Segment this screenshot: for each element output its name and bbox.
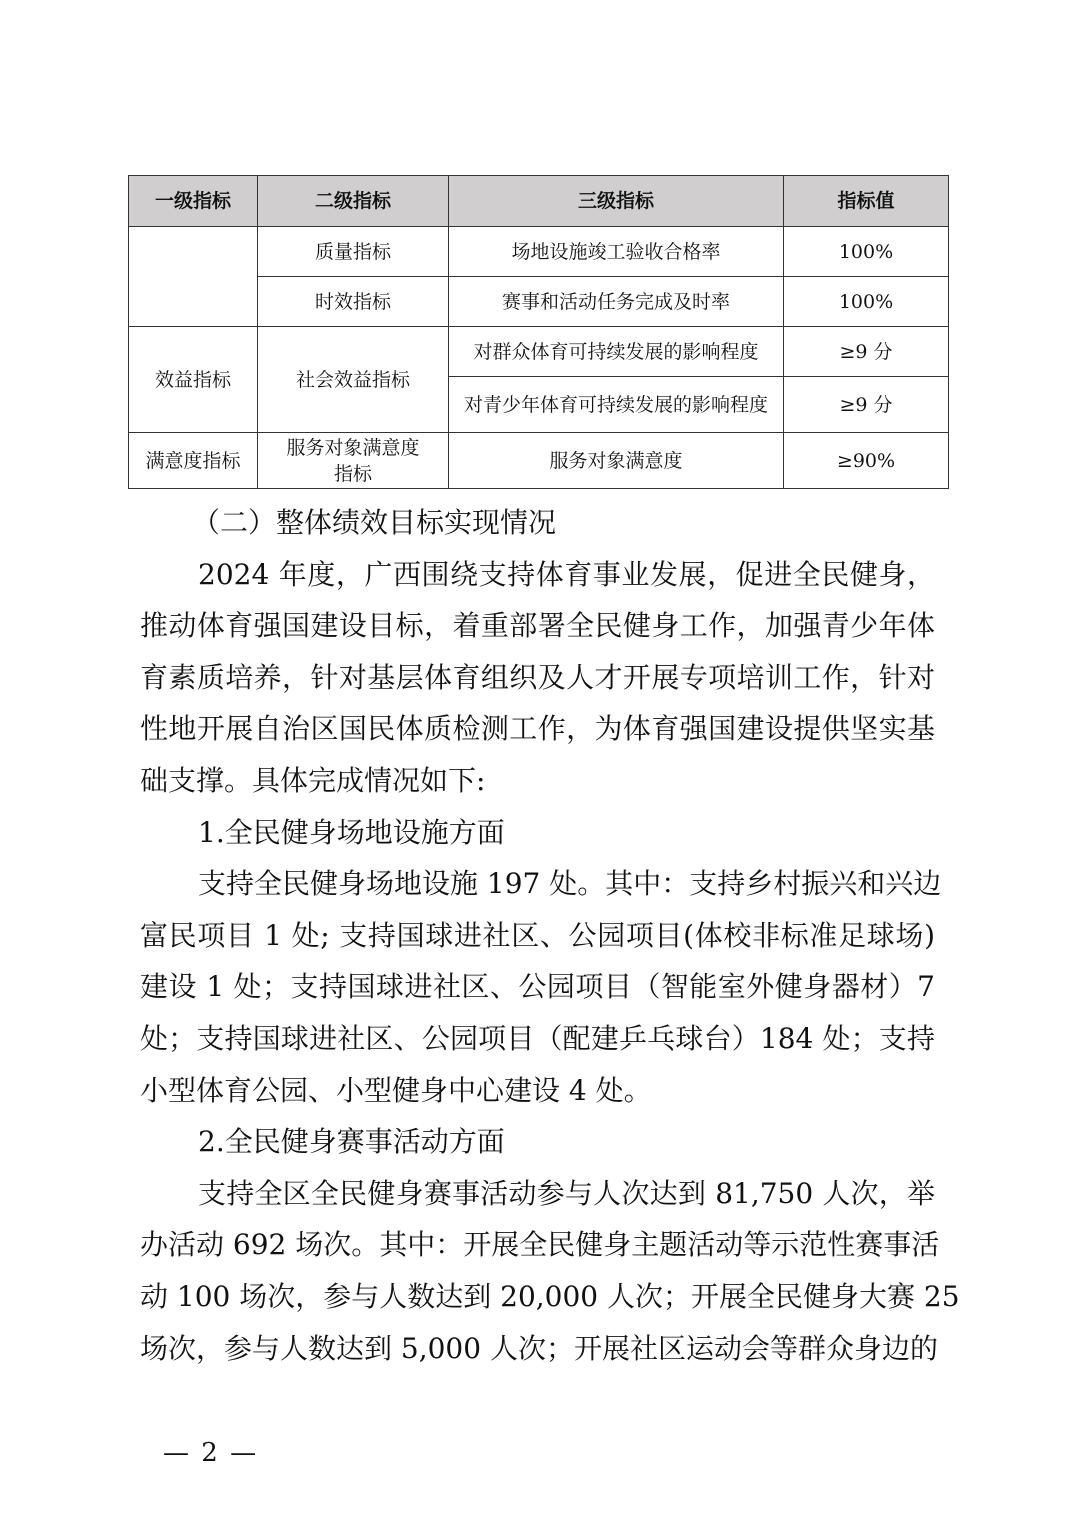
- level2-cell: 社会效益指标: [258, 327, 449, 433]
- header-value: 指标值: [784, 176, 949, 227]
- level1-cell: 满意度指标: [129, 433, 258, 489]
- value-cell: ≥90%: [784, 433, 949, 489]
- text-line: 处；支持国球进社区、公园项目（配建乒乓球台）184 处；支持: [140, 1021, 935, 1055]
- section-heading: （二）整体绩效目标实现情况: [192, 506, 557, 539]
- text-line: 富民项目 1 处; 支持国球进社区、公园项目(体校非标准足球场): [140, 918, 935, 952]
- text-line: 办活动 692 场次。其中：开展全民健身主题活动等示范性赛事活: [140, 1228, 940, 1262]
- text-line: 2024 年度，广西围绕支持体育事业发展，促进全民健身，: [198, 557, 935, 591]
- level1-cell: 效益指标: [129, 327, 258, 433]
- paragraph-facilities: [140, 858, 942, 1116]
- text-line: 建设 1 处；支持国球进社区、公园项目（智能室外健身器材）7: [140, 970, 935, 1004]
- text-line: 动 100 场次，参与人数达到 20,000 人次；开展全民健身大赛 25: [140, 1279, 960, 1313]
- level2-cell: 质量指标: [258, 227, 449, 277]
- value-cell: 100%: [784, 227, 949, 277]
- text-line: 小型体育公园、小型健身中心建设 4 处。: [140, 1073, 652, 1107]
- level3-cell: 场地设施竣工验收合格率: [449, 227, 784, 277]
- header-level1: 一级指标: [129, 176, 258, 227]
- level2-cell: 时效指标: [258, 277, 449, 327]
- table-row: [129, 227, 949, 277]
- subheading-facilities: 1.全民健身场地设施方面: [198, 815, 505, 849]
- level2-cell: 服务对象满意度指标: [258, 433, 449, 489]
- value-cell: ≥9 分: [784, 377, 949, 433]
- text-line: 础支撑。具体完成情况如下:: [140, 763, 486, 797]
- text-line: 场次，参与人数达到 5,000 人次；开展社区运动会等群众身边的: [140, 1331, 938, 1365]
- header-level2: 二级指标: [258, 176, 449, 227]
- level1-cell: [129, 227, 258, 327]
- value-cell: ≥9 分: [784, 327, 949, 377]
- text-line: 支持全民健身场地设施 197 处。其中：支持乡村振兴和兴边: [198, 867, 942, 901]
- text-line: 推动体育强国建设目标，着重部署全民健身工作，加强青少年体: [140, 609, 935, 643]
- subheading-events: 2.全民健身赛事活动方面: [198, 1125, 505, 1159]
- header-level3: 三级指标: [449, 176, 784, 227]
- level3-cell: 对青少年体育可持续发展的影响程度: [449, 377, 784, 433]
- text-line: 支持全区全民健身赛事活动参与人次达到 81,750 人次，举: [198, 1176, 935, 1210]
- level3-cell: 服务对象满意度: [449, 433, 784, 489]
- level3-cell: 对群众体育可持续发展的影响程度: [449, 327, 784, 377]
- text-line: 育素质培养，针对基层体育组织及人才开展专项培训工作，针对: [140, 660, 935, 694]
- table-row: [129, 433, 949, 489]
- paragraph-events: [140, 1168, 960, 1374]
- performance-indicator-table: [128, 175, 949, 489]
- table-header-row: [129, 176, 949, 227]
- paragraph-overall: [140, 549, 935, 807]
- value-cell: 100%: [784, 277, 949, 327]
- table-row: [129, 327, 949, 377]
- level3-cell: 赛事和活动任务完成及时率: [449, 277, 784, 327]
- body-text: [140, 497, 960, 1374]
- text-line: 性地开展自治区国民体质检测工作，为体育强国建设提供坚实基: [140, 712, 935, 746]
- page-number: — 2 —: [163, 1438, 259, 1468]
